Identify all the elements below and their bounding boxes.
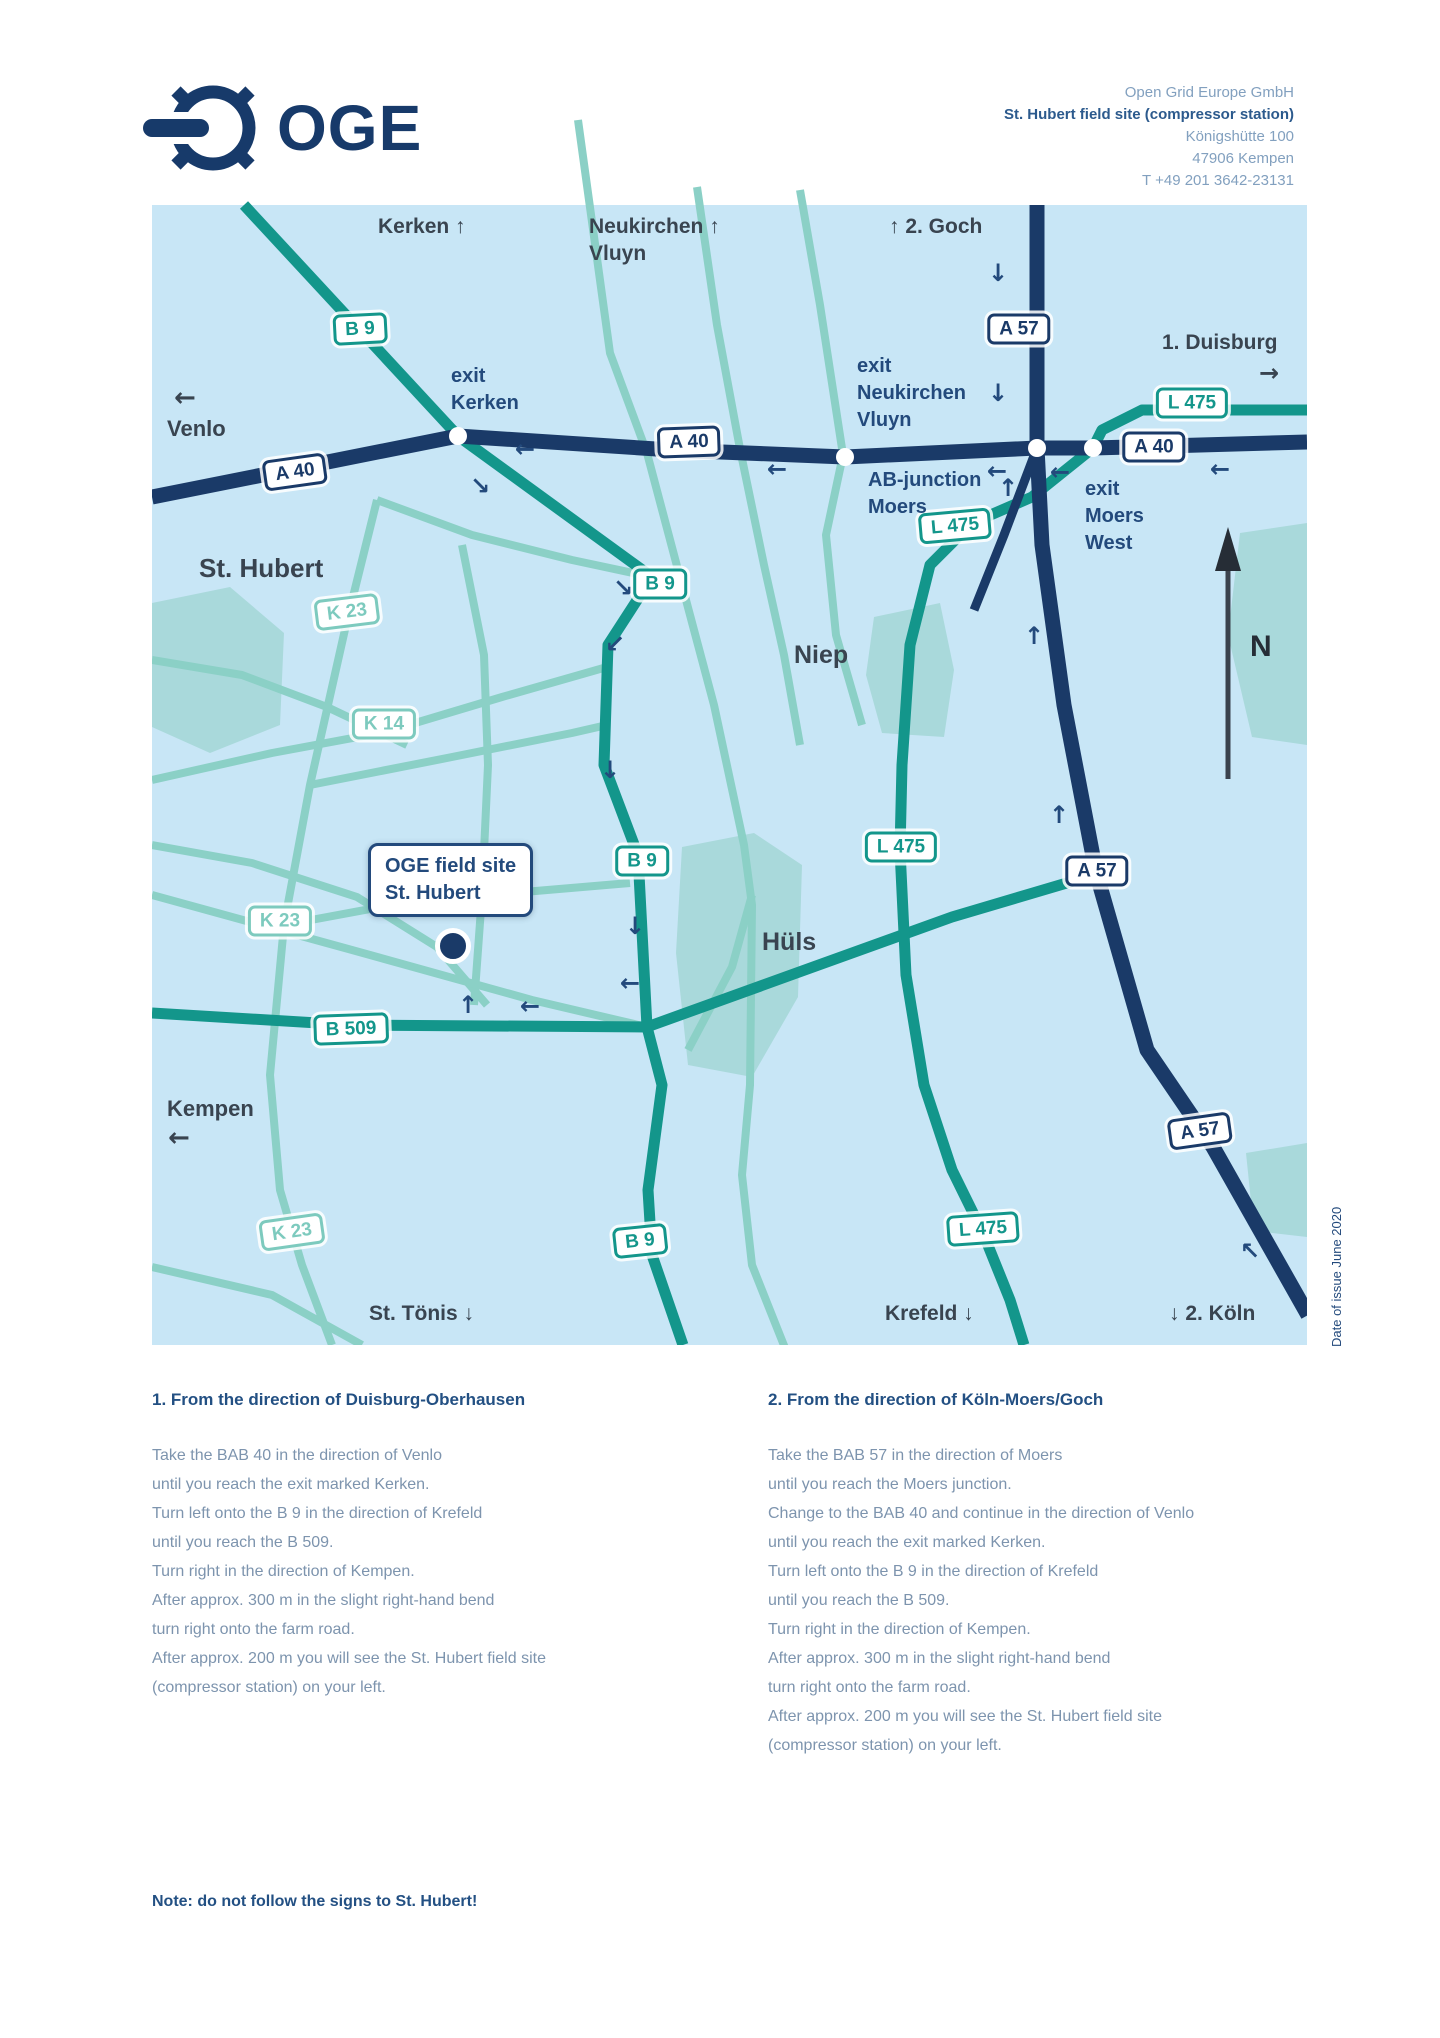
direction-line: Take the BAB 57 in the direction of Moers xyxy=(768,1447,1063,1464)
address-line: Königshütte 100 xyxy=(1185,128,1294,145)
b9-southwest-1-arrow-icon: ↙ xyxy=(605,630,626,658)
directions-body-1 xyxy=(152,1441,712,1702)
neukirchen-south-arrow-icon: ↓ xyxy=(988,379,1009,407)
place-label-krefeld: Krefeld ↓ xyxy=(885,1302,974,1325)
place-label-kerken: Kerken ↑ xyxy=(378,215,466,238)
duisburg-east-arrow-icon: → xyxy=(1259,359,1280,387)
directions-body-2 xyxy=(768,1441,1328,1760)
direction-line: Turn left onto the B 9 in the direction of Krefeld xyxy=(768,1563,1099,1580)
place-label-venlo: Venlo xyxy=(167,416,226,441)
road-badge-a57-top: A 57 xyxy=(987,314,1050,345)
road-badge-b509: B 509 xyxy=(313,1012,389,1046)
place-label-neukirchen-vluyn: Neukirchen ↑ Vluyn xyxy=(589,215,720,265)
directions-heading-2: 2. From the direction of Köln-Moers/Goch xyxy=(768,1390,1104,1409)
road-badge-a40-right: A 40 xyxy=(1122,432,1185,463)
direction-line: until you reach the Moers junction. xyxy=(768,1476,1012,1493)
direction-line: until you reach the B 509. xyxy=(152,1534,334,1551)
oge-logo-text: OGE xyxy=(277,92,423,164)
map-overlays xyxy=(152,205,1307,1345)
b9-southeast-2-arrow-icon: ↘ xyxy=(613,574,634,602)
note: Note: do not follow the signs to St. Hubert! xyxy=(152,1893,478,1910)
road-badge-a57-bottom: A 57 xyxy=(1166,1111,1233,1151)
a40-west-3-arrow-icon: ← xyxy=(987,457,1008,485)
place-label-niep: Niep xyxy=(794,641,849,669)
kempen-west-arrow-icon: ← xyxy=(168,1123,190,1153)
direction-line: (compressor station) on your left. xyxy=(152,1679,386,1696)
address-line: St. Hubert field site (compressor station) xyxy=(1003,106,1294,123)
direction-line: Turn right in the direction of Kempen. xyxy=(152,1563,415,1580)
direction-line: Change to the BAB 40 and continue in the direction of Venlo xyxy=(768,1505,1195,1522)
address-line: T +49 201 3642-23131 xyxy=(1142,172,1294,189)
b9-south-2-arrow-icon: ↓ xyxy=(625,912,646,940)
site-label-line1: OGE field site xyxy=(385,855,517,877)
a57-south-1-arrow-icon: ↓ xyxy=(988,259,1009,287)
exit-label-exit-kerken: exit Kerken xyxy=(451,365,519,414)
north-arrow-icon xyxy=(1214,527,1284,797)
road-badge-l475-topright: L 475 xyxy=(1156,388,1228,419)
exit-label-ab-junction-moers: AB-junction Moers xyxy=(868,469,982,518)
place-label-kempen: Kempen xyxy=(167,1096,254,1121)
road-badge-l475-bottom: L 475 xyxy=(946,1211,1020,1247)
date-of-issue: Date of issue June 2020 xyxy=(1329,1206,1344,1347)
road-badge-l475-mid: L 475 xyxy=(918,507,993,544)
direction-line: (compressor station) on your left. xyxy=(768,1737,1002,1754)
place-label-goch: ↑ 2. Goch xyxy=(889,215,983,238)
road-badge-b9-mid: B 9 xyxy=(633,569,687,600)
exit-label-exit-moers-west: exit Moers West xyxy=(1085,478,1144,554)
direction-line: until you reach the exit marked Kerken. xyxy=(152,1476,430,1493)
direction-line: After approx. 300 m in the slight right-hand bend xyxy=(152,1592,495,1609)
b509-north-arrow-icon: ↑ xyxy=(458,991,479,1019)
direction-line: After approx. 300 m in the slight right-hand bend xyxy=(768,1650,1111,1667)
direction-line: turn right onto the farm road. xyxy=(768,1679,971,1696)
direction-line: until you reach the exit marked Kerken. xyxy=(768,1534,1046,1551)
a40-west-2-arrow-icon: ← xyxy=(767,455,788,483)
place-label-st-tonis: St. Tönis ↓ xyxy=(369,1302,474,1325)
road-badge-b9-top: B 9 xyxy=(332,312,387,346)
road-badge-k23-bottom: K 23 xyxy=(258,1212,326,1252)
address-line: Open Grid Europe GmbH xyxy=(1124,84,1294,101)
road-badge-a40-center: A 40 xyxy=(657,425,721,458)
directions-section-1 xyxy=(152,1390,712,1702)
road-badge-a40-left: A 40 xyxy=(261,452,328,492)
direction-line: turn right onto the farm road. xyxy=(152,1621,355,1638)
a40-west-4-arrow-icon: ← xyxy=(1050,458,1071,486)
b9-southeast-1-arrow-icon: ↘ xyxy=(470,472,491,500)
place-label-koln: ↓ 2. Köln xyxy=(1169,1302,1256,1325)
a57-northwest-arrow-icon: ↖ xyxy=(1240,1237,1261,1265)
north-indicator xyxy=(1214,527,1284,797)
venlo-west-arrow-icon: ← xyxy=(174,383,196,413)
place-label-huls: Hüls xyxy=(762,928,817,956)
road-badge-k23-top: K 23 xyxy=(313,593,380,632)
a57-north-1-arrow-icon: ↑ xyxy=(1024,622,1045,650)
ab-junction-north-arrow-icon: ↑ xyxy=(998,474,1019,502)
b509-west-arrow-icon: ← xyxy=(520,992,541,1020)
map xyxy=(152,205,1307,1345)
direction-line: After approx. 200 m you will see the St. Hubert field site xyxy=(152,1650,546,1667)
road-badge-b9-bottom: B 9 xyxy=(612,1223,669,1259)
road-badge-a57-mid: A 57 xyxy=(1065,856,1128,887)
road-badge-l475-niep: L 475 xyxy=(865,832,937,863)
a57-north-2-arrow-icon: ↑ xyxy=(1049,801,1070,829)
direction-line: Turn left onto the B 9 in the direction of Krefeld xyxy=(152,1505,483,1522)
direction-line: Turn right in the direction of Kempen. xyxy=(768,1621,1031,1638)
direction-line: After approx. 200 m you will see the St. Hubert field site xyxy=(768,1708,1162,1725)
direction-line: Take the BAB 40 in the direction of Venlo xyxy=(152,1447,442,1464)
site-label-box xyxy=(368,843,533,917)
road-badge-k23-left: K 23 xyxy=(248,906,312,937)
exit-label-exit-neukirchen-vluyn: exit Neukirchen Vluyn xyxy=(857,355,966,431)
site-marker xyxy=(435,928,471,964)
b9-west-1-arrow-icon: ← xyxy=(620,969,641,997)
site-label-line2: St. Hubert xyxy=(385,882,481,904)
north-label: N xyxy=(1250,630,1272,663)
place-label-st-hubert: St. Hubert xyxy=(199,553,324,583)
a40-west-5-arrow-icon: ← xyxy=(1210,455,1231,483)
place-label-duisburg: 1. Duisburg xyxy=(1162,331,1278,354)
directions-section-2 xyxy=(768,1390,1328,1760)
a40-west-1-arrow-icon: ← xyxy=(515,435,536,463)
direction-line: until you reach the B 509. xyxy=(768,1592,950,1609)
b9-south-1-arrow-icon: ↓ xyxy=(600,756,621,784)
address-line: 47906 Kempen xyxy=(1192,150,1294,167)
road-badge-b9-huls: B 9 xyxy=(615,846,669,877)
road-badge-k14: K 14 xyxy=(352,709,416,740)
directions-heading-1: 1. From the direction of Duisburg-Oberhausen xyxy=(152,1390,526,1409)
